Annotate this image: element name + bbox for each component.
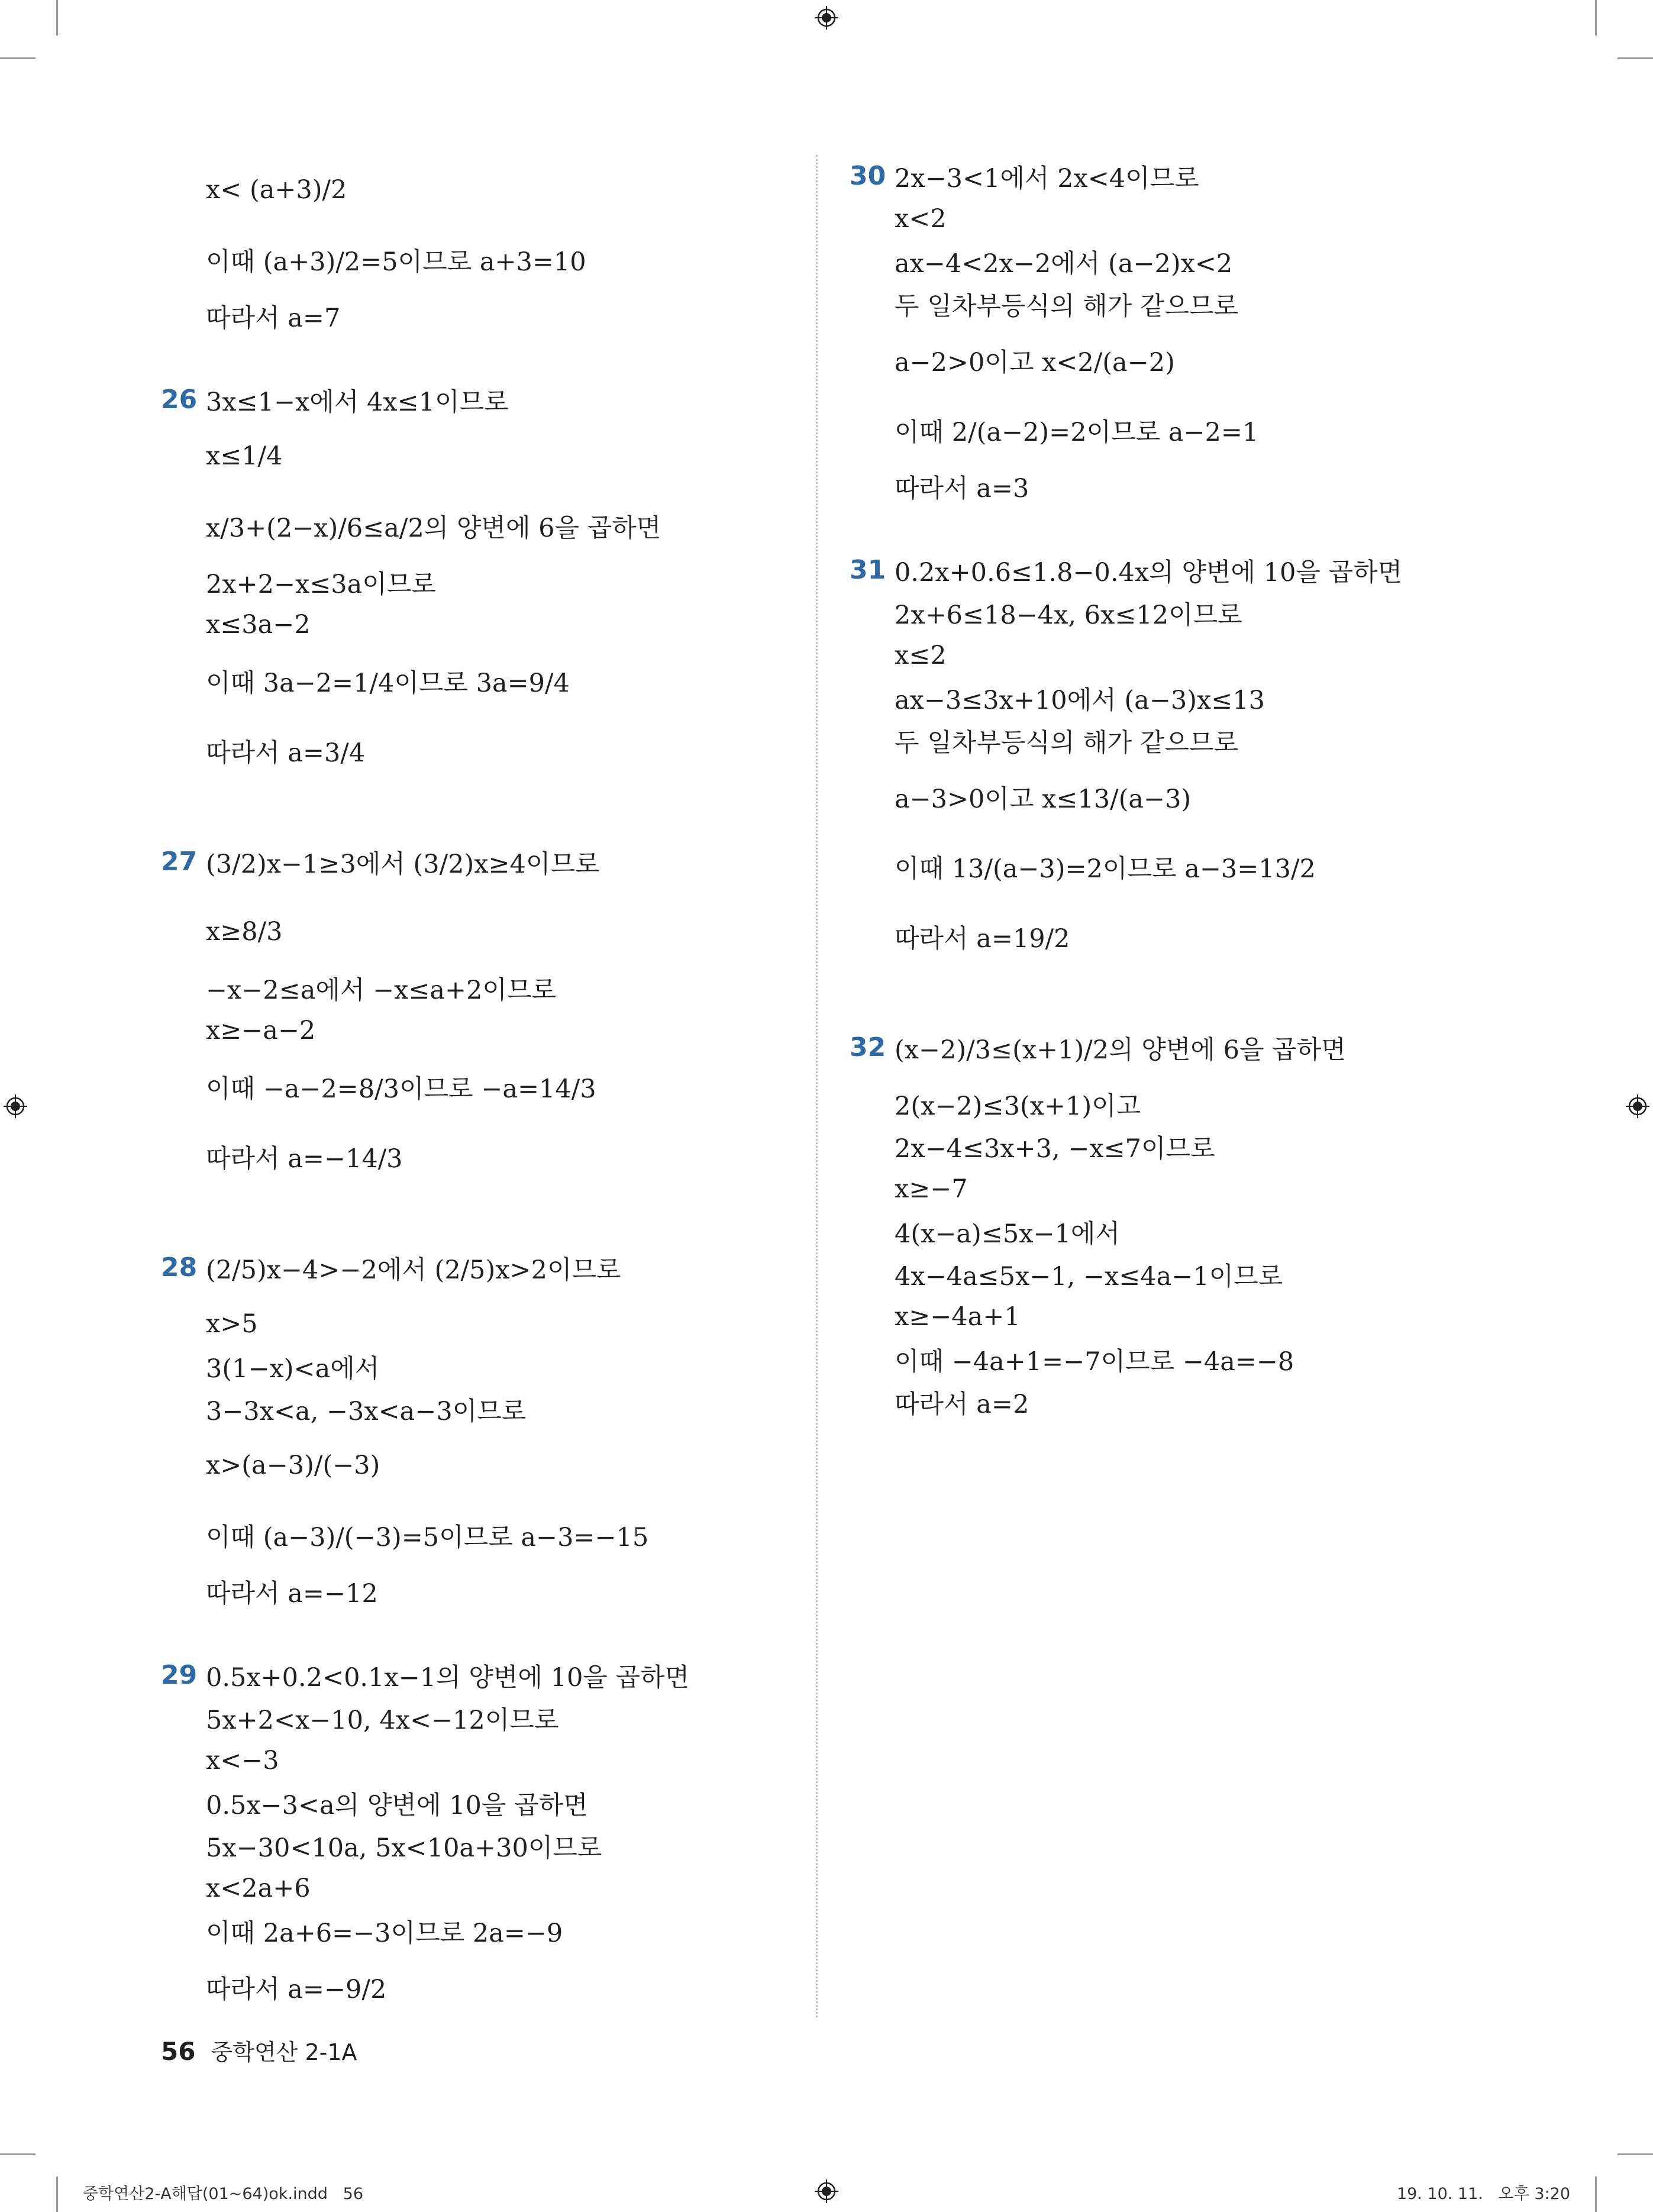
solution-line: x≤2 [895,641,947,670]
crop-mark [0,57,35,59]
problem-31 [850,549,1500,971]
registration-mark-icon [1626,1094,1649,1118]
crop-mark [56,2177,58,2212]
solution-line: 이때 3a−2=1/4이므로 3a=9/4 [206,668,570,698]
solution-line: 5x+2<x−10, 4x<−12이므로 [206,1705,559,1735]
crop-mark [56,0,58,35]
solution-line: 따라서 a=−12 [206,1578,378,1609]
problem-30 [850,155,1500,508]
solution-line: 4(x−a)≤5x−1에서 [895,1219,1120,1249]
crop-mark [1595,2177,1597,2212]
solution-line: ax−4<2x−2에서 (a−2)x<2 [895,248,1233,279]
solution-line: 이때 2/(a−2)=2이므로 a−2=1 [895,417,1259,447]
crop-mark [0,2153,35,2155]
solution-line: 2x+2−x≤3a이므로 [206,569,436,599]
crop-mark [1595,0,1597,35]
solution-line: 두 일차부등식의 해가 같으므로 [895,728,1238,758]
solution-line: 2(x−2)≤3(x+1)이고 [895,1091,1141,1121]
problem-32 [850,1013,1500,1423]
solution-line: x≥8/3 [206,917,283,947]
problem-number: 32 [850,1032,886,1063]
book-title: 중학연산 2-1A [211,2039,357,2065]
solution-line: (3/2)x−1≥3에서 (3/2)x≥4이므로 [206,849,600,879]
problem-number: 29 [161,1660,198,1690]
page-footer [161,2034,357,2066]
problem-number: 30 [850,161,886,191]
problem-number: 27 [161,847,198,877]
problem-28 [161,1233,800,1613]
problem-29 [161,1654,800,2022]
solution-line: (x−2)/3≤(x+1)/2의 양변에 6을 곱하면 [895,1035,1346,1065]
solution-line: x< (a+3)/2 [206,175,347,205]
problem-number: 26 [161,385,198,415]
solution-line: x>5 [206,1309,258,1339]
solution-line: x≤1/4 [206,441,283,471]
solution-line: ax−3≤3x+10에서 (a−3)x≤13 [895,685,1265,715]
solution-line: x≥−a−2 [206,1016,316,1045]
crop-mark [1618,2153,1653,2155]
solution-line: 따라서 a=3/4 [206,738,366,768]
solution-line: x<2a+6 [206,1874,311,1903]
registration-mark-icon [815,2179,838,2203]
solution-line: 5x−30<10a, 5x<10a+30이므로 [206,1833,602,1863]
registration-mark-icon [815,6,838,30]
solution-line: 2x−4≤3x+3, −x≤7이므로 [895,1134,1215,1164]
solution-line: 따라서 a=−14/3 [206,1144,403,1174]
solution-line: 이때 −a−2=8/3이므로 −a=14/3 [206,1074,596,1104]
solution-line: 2x+6≤18−4x, 6x≤12이므로 [895,600,1242,630]
solution-line: 이때 −4a+1=−7이므로 −4a=−8 [895,1346,1294,1377]
solution-line: 0.5x−3<a의 양변에 10을 곱하면 [206,1790,588,1820]
solution-line: 3x≤1−x에서 4x≤1이므로 [206,387,509,417]
solution-line: 0.5x+0.2<0.1x−1의 양변에 10을 곱하면 [206,1662,690,1693]
solution-line: a−3>0이고 x≤13/(a−3) [895,784,1192,814]
solution-line: x>(a−3)/(−3) [206,1451,380,1480]
registration-mark-icon [4,1094,27,1118]
solution-line: 2x−3<1에서 2x<4이므로 [895,163,1199,193]
solution-line: 3(1−x)<a에서 [206,1354,380,1384]
problem-27 [161,827,800,1191]
column-divider [816,155,818,2017]
solution-line: 따라서 a=7 [206,303,341,333]
solution-line: a−2>0이고 x<2/(a−2) [895,347,1175,377]
problem-number: 31 [850,555,886,585]
solution-line: 4x−4a≤5x−1, −x≤4a−1이므로 [895,1261,1283,1291]
solution-line: x≤3a−2 [206,610,311,640]
solution-line: 두 일차부등식의 해가 같으므로 [895,291,1238,321]
left-column [161,155,800,2022]
solution-line: x≥−7 [895,1174,968,1204]
solution-line: 따라서 a=2 [895,1389,1029,1419]
solution-line: 이때 (a+3)/2=5이므로 a+3=10 [206,247,586,277]
problem-26 [161,379,800,786]
crop-mark [1618,57,1653,59]
problem-number: 28 [161,1252,198,1283]
page-number: 56 [161,2037,196,2066]
solution-line: x<−3 [206,1746,279,1775]
solution-line: x/3+(2−x)/6≤a/2의 양변에 6을 곱하면 [206,513,661,543]
solution-line: 0.2x+0.6≤1.8−0.4x의 양변에 10을 곱하면 [895,557,1403,587]
solution-line: x≥−4a+1 [895,1302,1021,1332]
solution-line: 이때 13/(a−3)=2이므로 a−3=13/2 [895,854,1316,884]
solution-line: −x−2≤a에서 −x≤a+2이므로 [206,975,557,1005]
problem-25-continuation [161,155,800,337]
solution-line: 이때 (a−3)/(−3)=5이므로 a−3=−15 [206,1522,649,1552]
solution-line: 3−3x<a, −3x<a−3이므로 [206,1396,527,1426]
solution-line: 따라서 a=19/2 [895,923,1070,954]
solution-line: 따라서 a=3 [895,473,1029,503]
solution-line: 따라서 a=−9/2 [206,1974,387,2004]
solution-line: x<2 [895,204,947,234]
right-column [850,155,1500,1423]
solution-line: 이때 2a+6=−3이므로 2a=−9 [206,1918,563,1948]
print-slug-filename: 중학연산2-A해답(01~64)ok.indd 56 [83,2185,364,2203]
print-slug-timestamp: 19. 10. 11. 오후 3:20 [1396,2185,1570,2203]
solution-line: (2/5)x−4>−2에서 (2/5)x>2이므로 [206,1255,621,1285]
